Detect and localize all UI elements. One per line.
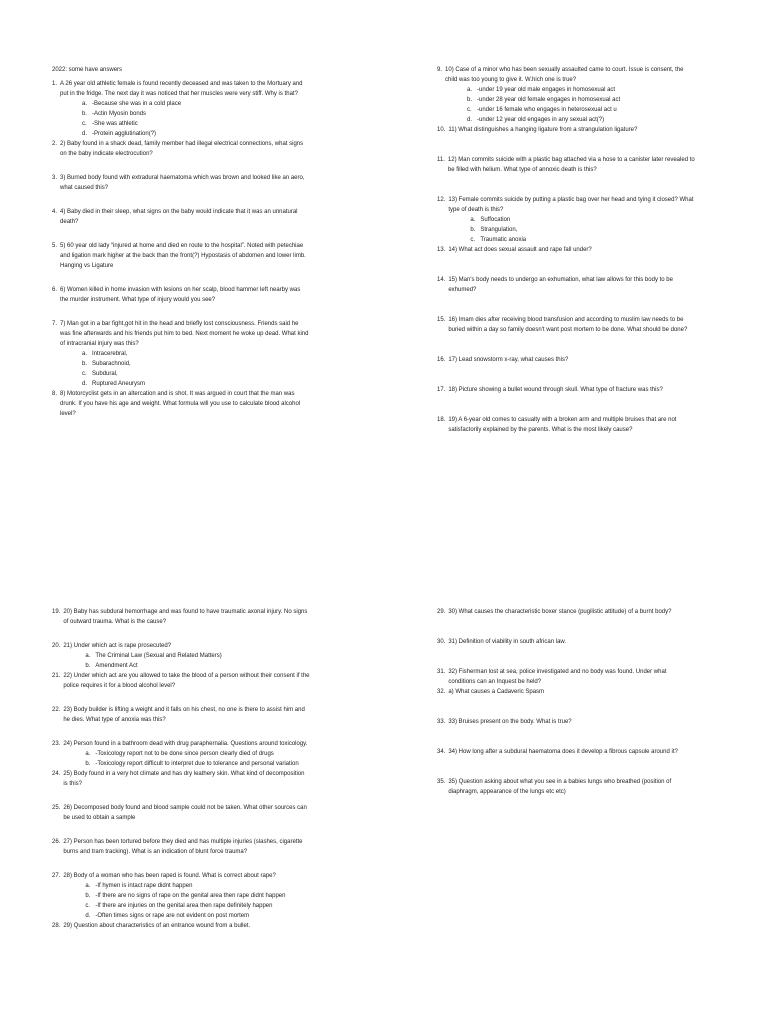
- question-text: 2) Baby found in a shack dead, family member had illegal electrical connections, what signs on the baby indicate electrocution?: [60, 141, 304, 157]
- answer-option: c. -under 16 female who engages in heterosexual act u: [467, 107, 617, 113]
- answer-options: [448, 215, 695, 245]
- question-text: 3) Burned body found with extradural haematoma which was brown and looked like an aero, what caused this?: [60, 175, 305, 191]
- question-27: 27. 28) Body of a woman who has been raped is found. What is correct about rape? a. -If hymen is intact rape didnt happen b. -If there are no signs of rape on the genital area then rape didnt happen c. -If there are injuries on the genital area then rape definitely happen d. -Often times signs or rape are not evident on post mortem: [52, 871, 310, 921]
- question-4: 4. 4) Baby died in their sleep, what signs on the baby would indicate that it was an unnatural death?: [52, 207, 310, 227]
- question-15: 15. 16) Imam dies after receiving blood transfusion and according to muslim law needs to be buried within a day so family doesn't want post mortem to be done. What should be done?: [437, 315, 695, 335]
- question-text: 29) Question about characteristics of an entrance wound from a bullet.: [63, 923, 251, 929]
- question-text: 28) Body of a woman who has been raped is found. What is correct about rape?: [63, 873, 276, 879]
- question-text: 15) Man's body needs to undergo an exhumation, what law allows for this body to be exhumed?: [448, 277, 673, 293]
- question-number: 1.: [52, 81, 58, 87]
- question-text: 20) Baby has subdural hemorrhage and was found to have traumatic axonal injury. No signs of outward trauma. What is the cause?: [63, 609, 308, 625]
- question-text: 5) 60 year old lady “injured at home and died en route to the hospital”. Noted with petechiae and ligation mark higher at the back than the front(?) Hypostasis of abdomen and lower limb. Hanging vs Ligature: [60, 243, 306, 269]
- answer-option: d. -under 12 year old engages in any sexual act(?): [467, 117, 605, 123]
- question-text: 19) A 6-year old comes to casualty with a broken arm and multiple bruises that are not satisfactorily explained by the parents. What is the most likely cause?: [448, 417, 677, 433]
- answer-option: b. Subarachnoid,: [82, 361, 131, 367]
- question-8: 8. 8) Motorcyclist gets in an altercation and is shot. It was argued in court that the man was drunk. If you have his age and weight. What formula will you use to calculate blood alcohol level?: [52, 389, 310, 419]
- question-9: 9. 10) Case of a minor who has been sexually assaulted came to court. Issue is consent, the child was too young to give it. W.hich one is true? a. -under 19 year old male engages in homosexual act b. -under 28 year old female engages in homosexual act c. -under 16 female who engages in heterosexual act u d. -under 12 year old engages in any sexual act(?): [437, 65, 695, 125]
- question-1: [52, 79, 310, 139]
- question-32: 32. a) What causes a Cadaveric Spasm: [437, 687, 695, 697]
- answer-options: [445, 85, 695, 125]
- answer-option: c. Traumatic anoxia: [470, 237, 527, 243]
- answer-option: b. -under 28 year old female engages in homosexual act: [467, 97, 621, 103]
- answer-options: [60, 349, 310, 389]
- question-text: 30) What causes the characteristic boxer stance (pugilistic attitude) of a burnt body?: [448, 609, 672, 615]
- left-column-bottom: [52, 607, 310, 931]
- question-text: 33) Bruises present on the body. What is true?: [448, 719, 572, 725]
- answer-option: b. Amendment Act: [85, 663, 138, 669]
- answer-option: d. Ruptured Aneurysm: [82, 381, 146, 387]
- answer-options: [63, 881, 310, 921]
- question-30: 30. 31) Definition of viability in south african law.: [437, 637, 695, 647]
- document-title: 2022: some have answers: [52, 67, 123, 73]
- question-24: 24. 25) Body found in a very hot climate and has dry leathery skin. What kind of decomposition is this?: [52, 769, 310, 789]
- question-text: 10) Case of a minor who has been sexually assaulted came to court. Issue is consent, the child was too young to give it. W.hich one is true?: [445, 67, 684, 83]
- right-column-top: [437, 65, 695, 435]
- question-text: 21) Under which act is rape prosecuted?: [63, 643, 172, 649]
- question-text: 7) Man got in a bar fight,got hit in the head and briefly lost consciousness. Friends said he was fine afterwards and his friends put him to bed. Next moment he woke up dead. What kind of intracranial injury was this?: [60, 321, 309, 347]
- question-14: 14. 15) Man's body needs to undergo an exhumation, what law allows for this body to be exhumed?: [437, 275, 695, 295]
- question-28: 28. 29) Question about characteristics of an entrance wound from a bullet.: [52, 921, 310, 931]
- question-31: 31. 32) Fisherman lost at sea, police investigated and no body was found. Under what conditions can an Inquest be held?: [437, 667, 695, 687]
- question-text: 13) Female commits suicide by putting a plastic bag over her head and tying it closed? What type of death is this?: [448, 197, 694, 213]
- question-5: 5. 5) 60 year old lady “injured at home and died en route to the hospital”. Noted with petechiae and ligation mark higher at the back than the front(?) Hypostasis of abdomen and lower limb. Hanging vs Ligature: [52, 241, 310, 271]
- answer-option: a. Suffocation: [470, 217, 511, 223]
- question-11: 11. 12) Man commits suicide with a plastic bag attached via a hose to a canister later revealed to be filled with helium. What type of annoxic death is this?: [437, 157, 695, 173]
- question-text: 16) Imam dies after receiving blood transfusion and according to muslim law needs to be buried within a day so family doesn't want post mortem to be done. What should be done?: [448, 317, 688, 333]
- question-text: 27) Person has been tortured before they died and has multiple injuries (slashes, cigarette burns and tram tracking). What is an indication of blunt force trauma?: [63, 839, 303, 855]
- question-25: 25. 26) Decomposed body found and blood sample could not be taken. What other sources can be used to obtain a sample: [52, 803, 310, 823]
- answer-option: c. -She was athletic: [82, 121, 138, 127]
- question-text: 11) What distinguishes a hanging ligature from a strangulation ligature?: [448, 127, 638, 133]
- question-35: 35. 35) Question asking about what you see in a babies lungs who breathed (position of diaphragm, appearance of the lungs etc etc): [437, 777, 695, 797]
- question-26: 26. 27) Person has been tortured before they died and has multiple injuries (slashes, cigarette burns and tram tracking). What is an indication of blunt force trauma?: [52, 837, 310, 857]
- question-10: 10. 11) What distinguishes a hanging ligature from a strangulation ligature?: [437, 125, 695, 135]
- answer-options: [60, 99, 310, 139]
- question-text: 24) Person found in a bathroom dead with drug paraphernalia. Questions around toxicology.: [63, 741, 308, 747]
- answer-option: b. Strangulation,: [470, 227, 518, 233]
- answer-option: d. -Often times signs or rape are not evident on post mortem: [85, 913, 250, 919]
- question-18: 18. 19) A 6-year old comes to casualty with a broken arm and multiple bruises that are not satisfactorily explained by the parents. What is the most likely cause?: [437, 415, 695, 435]
- question-text: a) What causes a Cadaveric Spasm: [448, 689, 545, 695]
- answer-option: b. -If there are no signs of rape on the genital area then rape didnt happen: [85, 893, 286, 899]
- answer-option: c. Subdural,: [82, 371, 118, 377]
- question-12: 12. 13) Female commits suicide by putting a plastic bag over her head and tying it closed? What type of death is this? a. Suffocation b. Strangulation, c. Traumatic anoxia: [437, 197, 694, 243]
- question-22: 22. 23) Body builder is lifting a weight and it falls on his chest, no one is there to assist him and he dies. What type of anoxia was this?: [52, 705, 310, 725]
- question-16: 16. 17) Lead snowstorm x-ray, what causes this?: [437, 355, 695, 365]
- question-text: 23) Body builder is lifting a weight and it falls on his chest, no one is there to assist him and he dies. What type of anoxia was this?: [63, 707, 305, 723]
- question-text: 26) Decomposed body found and blood sample could not be taken. What other sources can be used to obtain a sample: [63, 805, 307, 821]
- question-text: 14) What act does sexual assault and rape fall under?: [448, 247, 592, 253]
- question-text: 17) Lead snowstorm x-ray, what causes this?: [448, 357, 569, 363]
- question-23: 23. 24) Person found in a bathroom dead with drug paraphernalia. Questions around toxicology. a. -Toxicology report not to be done since person clearly died of drugs b. -Toxicology report difficult to interpret due to tolerance and personal variation: [52, 739, 310, 769]
- question-text: 12) Man commits suicide with a plastic bag attached via a hose to a canister later revealed to be filled with helium. What type of annoxic death is this?: [447, 157, 695, 173]
- answer-option: a. -under 19 year old male engages in homosexual act: [467, 87, 616, 93]
- question-7: 7. 7) Man got in a bar fight,got hit in the head and briefly lost consciousness. Friends said he was fine afterwards and his friends put him to bed. Next moment he woke up dead. What kind of intracranial injury was this? a. Intracerebral, b. Subarachnoid, c. Subdural, d. Ruptured Aneurysm: [52, 321, 309, 387]
- question-text: 31) Definition of viability in south african law.: [448, 639, 567, 645]
- answer-option: a. Intracerebral,: [82, 351, 128, 357]
- answer-option: a. -If hymen is intact rape didnt happen: [85, 883, 193, 889]
- question-19: 19. 20) Baby has subdural hemorrhage and was found to have traumatic axonal injury. No signs of outward trauma. What is the cause?: [52, 607, 310, 627]
- question-text: 34) How long after a subdural haematoma does it develop a fibrous capsule around it?: [448, 749, 678, 755]
- answer-option: a. The Criminal Law (Sexual and Related Matters): [85, 653, 222, 659]
- question-17: 17. 18) Picture showing a bullet wound through skull. What type of fracture was this?: [437, 385, 695, 395]
- right-column-bottom: [437, 607, 695, 797]
- question-text: 18) Picture showing a bullet wound through skull. What type of fracture was this?: [448, 387, 663, 393]
- question-3: 3. 3) Burned body found with extradural haematoma which was brown and looked like an aero, what caused this?: [52, 173, 310, 193]
- answer-option: b. -Toxicology report difficult to interpret due to tolerance and personal variation: [85, 761, 299, 767]
- question-29: 29. 30) What causes the characteristic boxer stance (pugilistic attitude) of a burnt body?: [437, 607, 695, 617]
- answer-options: [63, 749, 310, 769]
- question-text: 22) Under which act are you allowed to take the blood of a person without their consent if the police requires it for a blood alcohol level?: [63, 673, 310, 689]
- answer-option: b. -Actin Myosin bonds: [82, 111, 147, 117]
- question-2: 2. 2) Baby found in a shack dead, family member had illegal electrical connections, what signs on the baby indicate electrocution?: [52, 139, 310, 159]
- answer-option: a. -Toxicology report not to be done since person clearly died of drugs: [85, 751, 274, 757]
- question-text: 8) Motorcyclist gets in an altercation and is shot. It was argued in court that the man was drunk. If you have his age and weight. What formula will you use to calculate blood alcohol level?: [60, 391, 301, 417]
- question-text: 32) Fisherman lost at sea, police investigated and no body was found. Under what conditions can an Inquest be held?: [448, 669, 667, 685]
- answer-options: [63, 651, 310, 671]
- question-text: 6) Women killed in home invasion with lesions on her scalp, blood hammer left nearby was the murder instrument. What type of injury would you see?: [60, 287, 301, 303]
- question-34: 34. 34) How long after a subdural haematoma does it develop a fibrous capsule around it?: [437, 747, 695, 757]
- question-text: 4) Baby died in their sleep, what signs on the baby would indicate that it was an unnatural death?: [60, 209, 298, 225]
- question-33: 33. 33) Bruises present on the body. What is true?: [437, 717, 695, 727]
- question-21: 21. 22) Under which act are you allowed to take the blood of a person without their consent if the police requires it for a blood alcohol level?: [52, 673, 310, 689]
- question-20: 20. 21) Under which act is rape prosecuted? a. The Criminal Law (Sexual and Related Matters) b. Amendment Act: [52, 641, 310, 671]
- left-column-top: [52, 79, 310, 419]
- answer-option: a. -Because she was in a cold place: [82, 101, 182, 107]
- question-13: 13. 14) What act does sexual assault and rape fall under?: [437, 245, 695, 255]
- question-text: 35) Question asking about what you see in a babies lungs who breathed (position of diaphragm, appearance of the lungs etc etc): [448, 779, 672, 795]
- answer-option: c. -If there are injuries on the genital area then rape definitely happen: [85, 903, 273, 909]
- question-text: 25) Body found in a very hot climate and has dry leathery skin. What kind of decomposition is this?: [63, 771, 305, 787]
- question-6: 6. 6) Women killed in home invasion with lesions on her scalp, blood hammer left nearby was the murder instrument. What type of injury would you see?: [52, 285, 310, 305]
- question-text: A 26 year old athletic female is found recently deceased and was taken to the Mortuary and put in the fridge. The next day it was noticed that her muscles were very stiff. Why is that?: [60, 81, 303, 97]
- answer-option: d. -Protein agglutination(?): [82, 131, 157, 137]
